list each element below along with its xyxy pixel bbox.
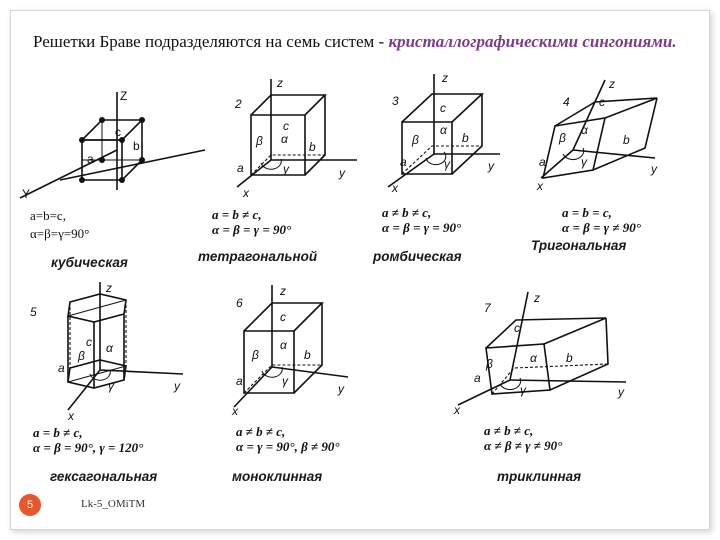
orthorhombic-axis-x-label: x: [392, 181, 398, 195]
triclinic-number: 7: [484, 301, 491, 315]
hexagonal-x-axis: [68, 370, 100, 410]
triclinic-axis-x-label: x: [454, 403, 460, 417]
tetragonal-axis-y-label: y: [339, 166, 345, 180]
hexagonal-diagonal: [68, 300, 126, 316]
trigonal-axis-z-label: z: [609, 77, 615, 91]
cubic-params-line1: a=b=c,: [30, 208, 66, 223]
trigonal-parameters: [562, 205, 641, 235]
triclinic-lattice-figure: [450, 290, 640, 420]
orthorhombic-edge-a-label: a: [400, 155, 407, 169]
triclinic-angle-alpha: α: [530, 351, 537, 365]
monoclinic-axis-z-label: z: [280, 284, 286, 298]
tetragonal-params-line1: a = b ≠ c,: [212, 207, 262, 222]
hexagonal-axis-x-label: x: [68, 409, 74, 423]
cubic-axis-z-label: Z: [120, 89, 128, 103]
tetragonal-angle-beta: β: [256, 134, 263, 148]
orthorhombic-axis-z-label: z: [442, 71, 448, 85]
hexagonal-parameters: [33, 425, 143, 455]
cubic-edge-c-label: c: [115, 125, 121, 139]
cubic-node: [79, 177, 85, 183]
hexagonal-params-line2: α = β = 90°, γ = 120°: [33, 440, 144, 455]
monoclinic-angle-alpha: α: [280, 338, 287, 352]
triclinic-top-edges: [486, 318, 606, 348]
tetragonal-caption: тетрагональной: [198, 249, 318, 264]
cubic-node: [99, 117, 105, 123]
monoclinic-lattice-figure: [222, 285, 362, 420]
orthorhombic-angle-alpha: α: [440, 123, 447, 137]
hexagonal-edge-c-label: c: [86, 335, 92, 349]
trigonal-edge-b-label: b: [623, 133, 630, 147]
monoclinic-edge-b-label: b: [304, 348, 311, 362]
cubic-top-face: [82, 120, 142, 140]
title-accent-text: кристаллографическими сингониями.: [388, 32, 677, 51]
triclinic-parameters: [484, 423, 562, 453]
tetragonal-edge-a-label: a: [237, 161, 244, 175]
hexagonal-axis-y-label: y: [174, 379, 180, 393]
trigonal-number: 4: [563, 95, 570, 109]
tetragonal-angle-alpha: α: [281, 132, 288, 146]
monoclinic-params-line2: α = γ = 90°, β ≠ 90°: [236, 439, 340, 454]
orthorhombic-edge-c-label: c: [440, 101, 446, 115]
monoclinic-axis-x-label: x: [232, 404, 238, 418]
tetragonal-top-edges: [251, 95, 325, 115]
hexagonal-angle-alpha: α: [106, 341, 113, 355]
monoclinic-angle-beta: β: [252, 348, 259, 362]
orthorhombic-lattice-figure: [372, 72, 507, 202]
trigonal-caption: Тригональная: [531, 238, 627, 253]
trigonal-axis-y-label: y: [651, 162, 657, 176]
triclinic-axis-y-label: y: [618, 385, 624, 399]
hexagonal-angle-gamma: γ: [108, 379, 114, 393]
cubic-node: [139, 157, 145, 163]
triclinic-params-line1: a ≠ b ≠ c,: [484, 423, 534, 438]
title-plain-text: Решетки Браве подразделяются на семь систем -: [33, 32, 389, 51]
cubic-edge-b-label: b: [133, 139, 140, 153]
slide-footer: Lk-5_OMiTM: [81, 498, 146, 510]
orthorhombic-axis-y-label: y: [488, 159, 494, 173]
cubic-node: [139, 117, 145, 123]
cubic-node: [119, 177, 125, 183]
monoclinic-edge-a-label: a: [236, 374, 243, 388]
triclinic-angle-gamma: γ: [520, 383, 526, 397]
monoclinic-number: 6: [236, 296, 243, 310]
orthorhombic-edge-b-label: b: [462, 131, 469, 145]
hexagonal-angle-beta: β: [78, 349, 85, 363]
monoclinic-axis-y-label: y: [338, 382, 344, 396]
trigonal-angle-beta: β: [559, 131, 566, 145]
orthorhombic-hidden-edges: [402, 146, 482, 174]
tetragonal-back-edges: [305, 95, 325, 175]
triclinic-edge-a-label: a: [474, 371, 481, 385]
tetragonal-axis-z-label: z: [277, 76, 283, 90]
hexagonal-caption: гексагональная: [50, 469, 158, 484]
monoclinic-caption: моноклинная: [232, 469, 323, 484]
cubic-parameters: [30, 207, 89, 243]
triclinic-params-line2: α ≠ β ≠ γ ≠ 90°: [484, 438, 563, 453]
triclinic-caption: триклинная: [497, 469, 582, 484]
triclinic-angle-beta: β: [486, 357, 493, 371]
cubic-node: [79, 137, 85, 143]
orthorhombic-number: 3: [392, 94, 399, 108]
hexagonal-y-axis: [100, 370, 183, 374]
monoclinic-params-line1: a ≠ b ≠ c,: [236, 424, 286, 439]
cubic-caption: кубическая: [51, 255, 128, 270]
cubic-edge-a-label: a: [87, 152, 94, 166]
tetragonal-angle-gamma: γ: [283, 162, 289, 176]
trigonal-axis-x-label: x: [537, 179, 543, 193]
trigonal-top-edges: [555, 98, 657, 126]
orthorhombic-parameters: [382, 205, 461, 235]
orthorhombic-params-line1: a ≠ b ≠ c,: [382, 205, 432, 220]
slide-title: [33, 30, 693, 54]
tetragonal-axis-x-label: x: [243, 186, 249, 200]
cubic-node: [99, 157, 105, 163]
tetragonal-edge-b-label: b: [309, 140, 316, 154]
orthorhombic-caption: ромбическая: [373, 249, 462, 264]
cubic-axis-y-label: Y: [22, 187, 31, 201]
monoclinic-angle-gamma: γ: [282, 374, 288, 388]
cubic-params-line2: α=β=γ=90°: [30, 226, 90, 241]
trigonal-angle-gamma: γ: [581, 155, 587, 169]
hexagonal-lattice-figure: [28, 280, 188, 423]
tetragonal-edge-c-label: c: [283, 119, 289, 133]
orthorhombic-angle-gamma: γ: [444, 157, 450, 171]
monoclinic-parameters: [236, 424, 340, 454]
hexagonal-params-line1: a = b ≠ c,: [33, 425, 83, 440]
cubic-lattice-figure: [20, 80, 220, 200]
trigonal-edge-a-label: a: [539, 155, 546, 169]
tetragonal-params-line2: α = β = γ = 90°: [212, 222, 292, 237]
orthorhombic-angle-beta: β: [412, 133, 419, 147]
hexagonal-number: 5: [30, 305, 37, 319]
slide-number-badge: 5: [19, 494, 41, 516]
triclinic-z-axis: [510, 292, 528, 380]
orthorhombic-params-line2: α = β = γ = 90°: [382, 220, 462, 235]
trigonal-edge-c-label: c: [599, 95, 605, 109]
hexagonal-edge-a-label: a: [58, 361, 65, 375]
monoclinic-edge-c-label: c: [280, 310, 286, 324]
triclinic-edge-b-label: b: [566, 351, 573, 365]
triclinic-axis-z-label: z: [534, 291, 540, 305]
tetragonal-lattice-figure: [225, 75, 360, 205]
trigonal-params-line2: α = β = γ ≠ 90°: [562, 220, 641, 235]
tetragonal-parameters: [212, 207, 291, 237]
hexagonal-axis-z-label: z: [106, 281, 112, 295]
triclinic-edge-c-label: c: [514, 321, 520, 335]
trigonal-angle-alpha: α: [581, 123, 588, 137]
trigonal-lattice-figure: [535, 78, 675, 203]
tetragonal-number: 2: [235, 97, 242, 111]
trigonal-params-line1: a = b = c,: [562, 205, 612, 220]
